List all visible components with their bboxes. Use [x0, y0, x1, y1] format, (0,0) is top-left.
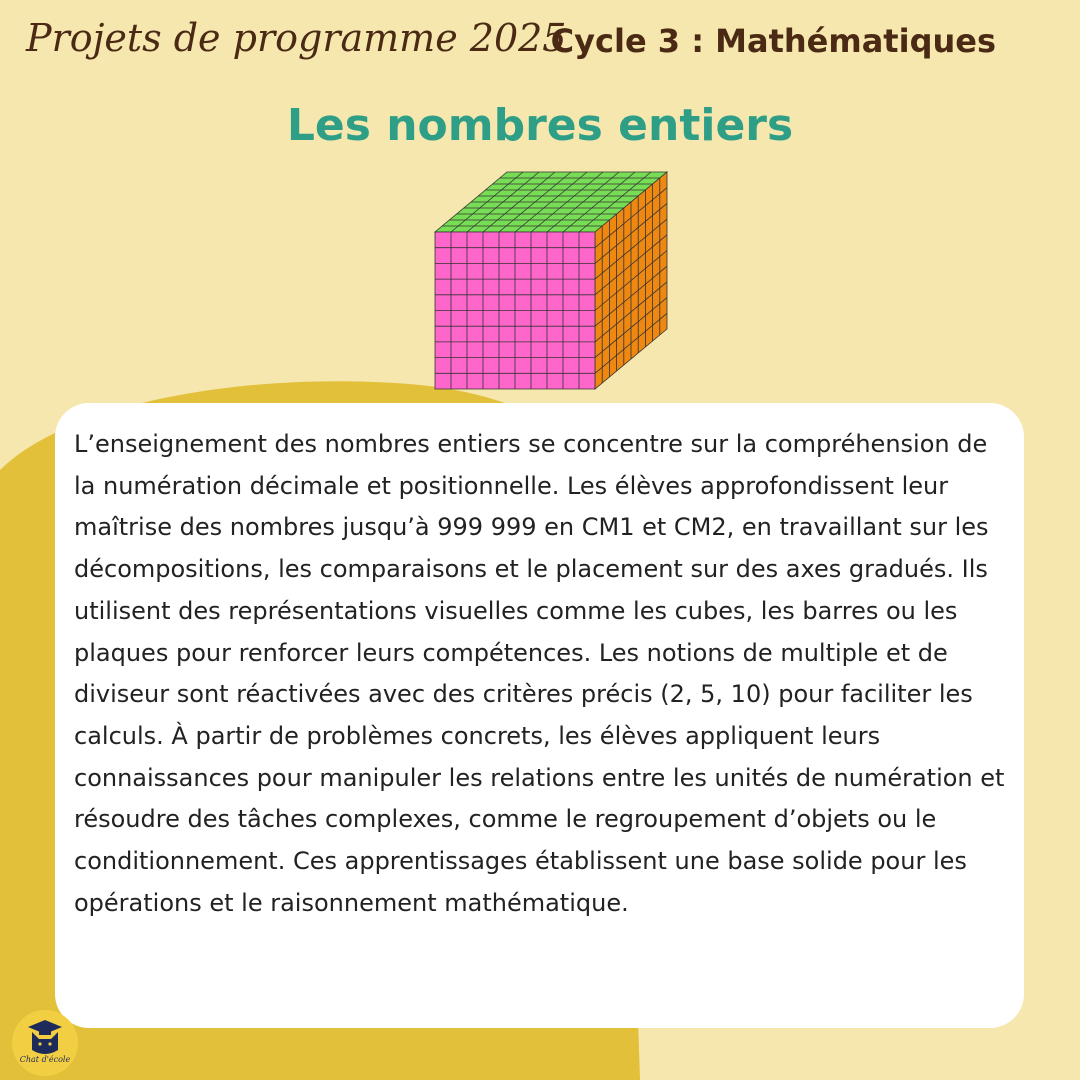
graduation-cat-icon	[12, 1010, 78, 1076]
base-ten-cube-illustration	[430, 168, 672, 394]
brand-logo	[12, 1010, 78, 1076]
body-paragraph: L’enseignement des nombres entiers se concentre sur la compréhension de la numération décimale et positionnelle. Les élèves approfondissent leur maîtrise des nombres jusqu’à 999 999 en CM1 et CM2, en travaillant sur les décompositions, les comparaisons et le placement sur des axes gradués. Ils utilisent des représentations visuelles comme les cubes, les barres ou les plaques pour renforcer leurs compétences. Les notions de multiple et de diviseur sont réactivées avec des critères précis (2, 5, 10) pour faciliter les calculs. À partir de problèmes concrets, les élèves appliquent leurs connaissances pour manipuler les relations entre les unités de numération et résoudre des tâches complexes, comme le regroupement d’objets ou le conditionnement. Ces apprentissages établissent une base solide pour les opérations et le raisonnement mathématique.	[74, 430, 1005, 917]
header-subject-label: Cycle 3 : Mathématiques	[550, 22, 996, 60]
logo-text: Chat d'école	[19, 1055, 71, 1064]
header-program-label: Projets de programme 2025	[26, 16, 567, 60]
page-title: Les nombres entiers	[286, 100, 794, 151]
cube-front-face	[435, 232, 595, 389]
